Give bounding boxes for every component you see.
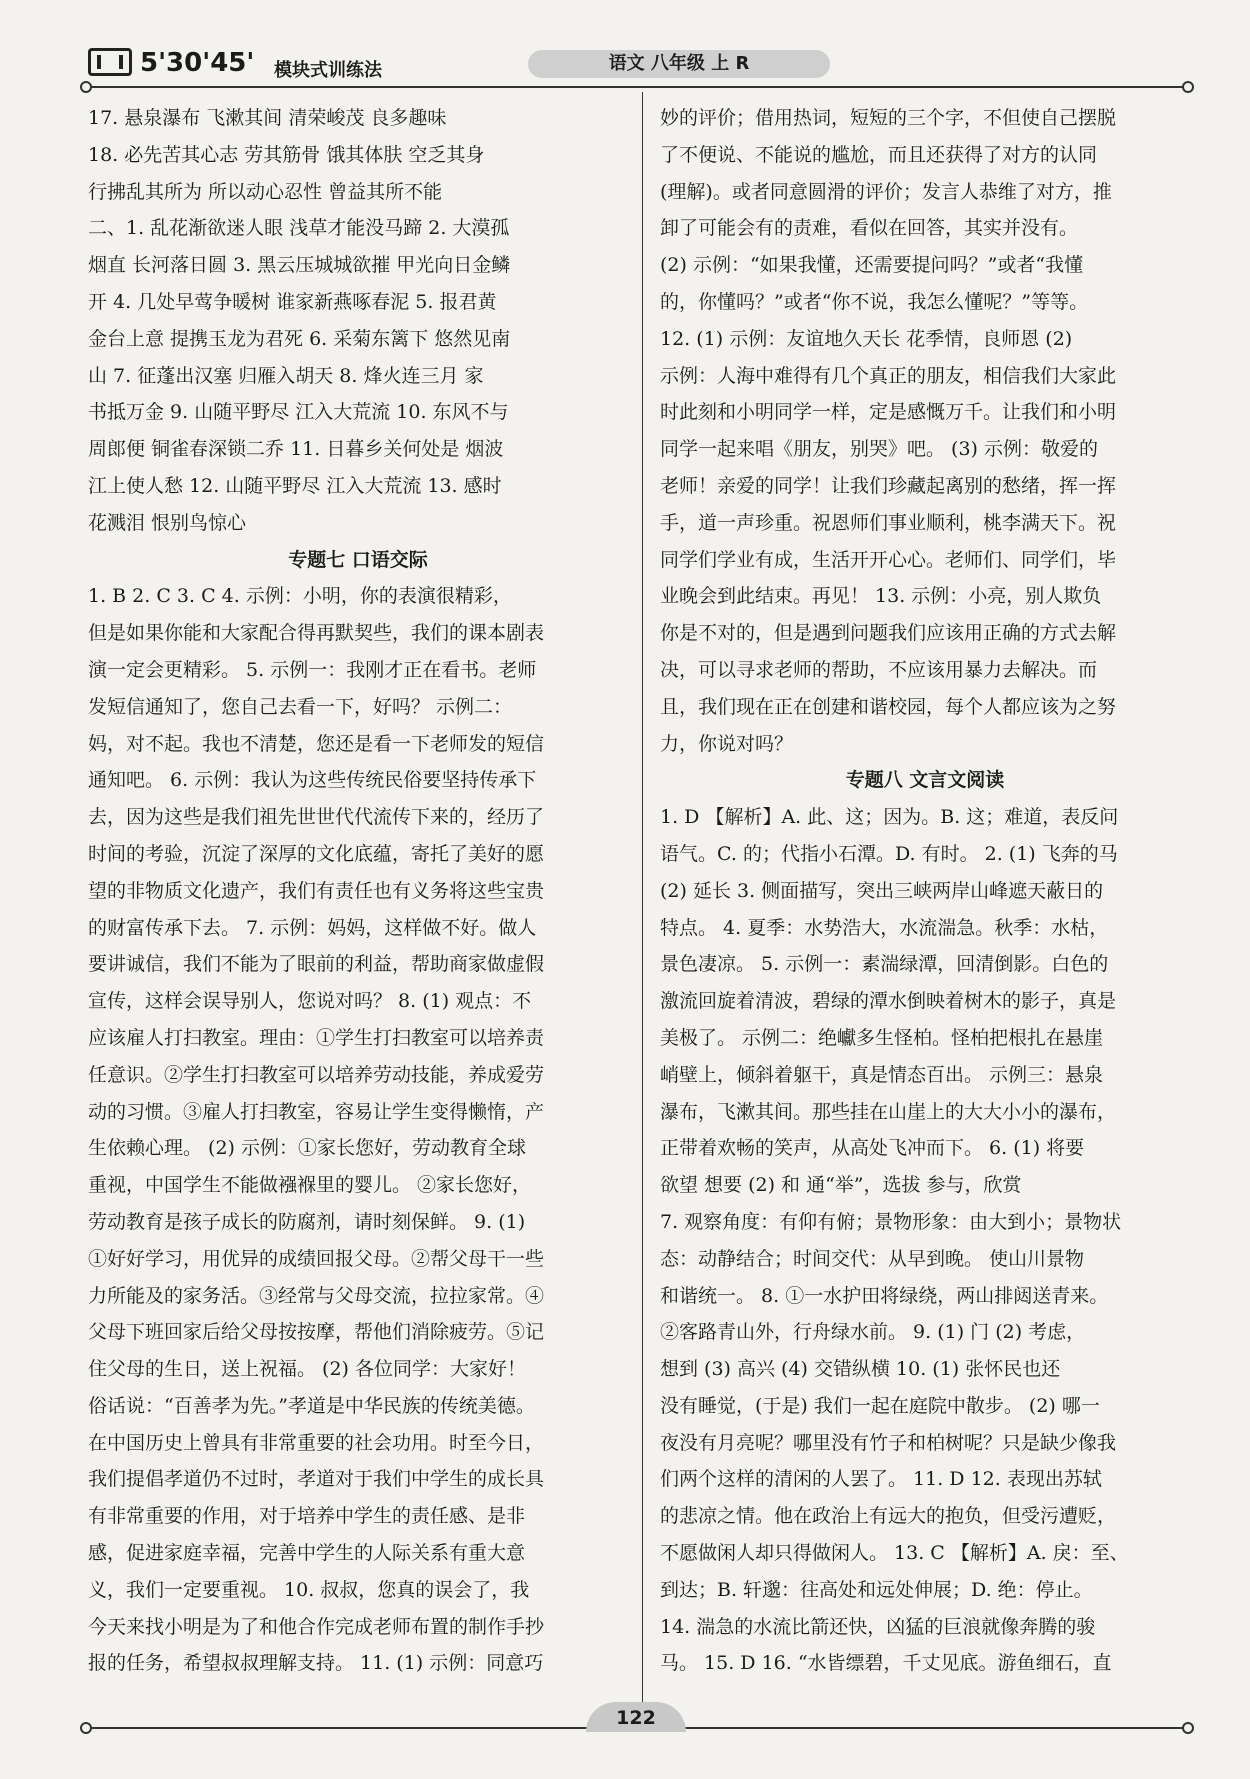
text-line: 烟直 长河落日圆 3. 黑云压城城欲摧 甲光向日金鳞 xyxy=(88,254,511,277)
text-line: 山 7. 征蓬出汉塞 归雁入胡天 8. 烽火连三月 家 xyxy=(88,364,484,387)
text-line: 决，可以寻求老师的帮助，不应该用暴力去解决。而 xyxy=(660,658,1098,681)
text-line: 但是如果你能和大家配合得再默契些，我们的课本剧表 xyxy=(88,622,545,645)
text-line: 17. 悬泉瀑布 飞漱其间 清荣峻茂 良多趣味 xyxy=(88,107,447,129)
text-line: 力所能及的家务活。③经常与父母交流，拉拉家常。④ xyxy=(88,1284,545,1307)
text-line: 任意识。②学生打扫教室可以培养劳动技能，养成爱劳 xyxy=(88,1063,545,1086)
text-line: 今天来找小明是为了和他合作完成老师布置的制作手抄 xyxy=(88,1615,545,1638)
text-line: 感，促进家庭幸福，完善中学生的人际关系有重大意 xyxy=(88,1542,526,1565)
column-divider xyxy=(642,92,643,1708)
text-line: (2) 示例：“如果我懂，还需要提问吗？”或者“我懂 xyxy=(660,254,1084,277)
text-line: 要讲诚信，我们不能为了眼前的利益，帮助商家做虚假 xyxy=(88,953,545,976)
text-line: 示例：人海中难得有几个真正的朋友，相信我们大家此 xyxy=(660,364,1117,387)
text-line: 重视，中国学生不能做襁褓里的婴儿。 ②家长您好， xyxy=(88,1174,532,1197)
text-line: 夜没有月亮呢？哪里没有竹子和柏树呢？只是缺少像我 xyxy=(660,1431,1117,1454)
text-line: 望的非物质文化遗产，我们有责任也有义务将这些宝贵 xyxy=(88,879,545,902)
text-line: 书抵万金 9. 山随平野尽 江入大荒流 10. 东风不与 xyxy=(88,401,509,424)
text-line: (理解)。或者同意圆滑的评价；发言人恭维了对方，推 xyxy=(660,180,1112,203)
text-line: 和谐统一。 8. ①一水护田将绿绕，两山排闼送青来。 xyxy=(660,1284,1109,1307)
text-line: 动的习惯。③雇人打扫教室，容易让学生变得懒惰，产 xyxy=(88,1100,545,1123)
left-column xyxy=(88,100,628,1682)
text-line: 力，你说对吗？ xyxy=(660,732,794,755)
text-line: 正带着欢畅的笑声，从高处飞冲而下。 6. (1) 将要 xyxy=(660,1137,1085,1160)
text-line: 周郎便 铜雀春深锁二乔 11. 日暮乡关何处是 烟波 xyxy=(88,438,504,461)
text-line: 住父母的生日，送上祝福。 (2) 各位同学：大家好！ xyxy=(88,1358,526,1381)
text-line: 行拂乱其所为 所以动心忍性 曾益其所不能 xyxy=(88,180,443,203)
text-line: 的财富传承下去。 7. 示例：妈妈，这样做不好。做人 xyxy=(88,916,537,939)
text-line: 花溅泪 恨别鸟惊心 xyxy=(88,511,247,534)
text-line: 峭壁上，倾斜着躯干，真是情态百出。 示例三：悬泉 xyxy=(660,1063,1104,1086)
text-line: ②客路青山外，行舟绿水前。 9. (1) 门 (2) 考虑， xyxy=(660,1321,1086,1344)
text-line: 到达；B. 轩邈：往高处和远处伸展；D. 绝：停止。 xyxy=(660,1578,1093,1601)
text-line: 特点。 4. 夏季：水势浩大，水流湍急。秋季：水枯， xyxy=(660,916,1109,939)
text-line: 1. D 【解析】A. 此、这；因为。B. 这；难道，表反问 xyxy=(660,806,1119,829)
text-line: 妈，对不起。我也不清楚，您还是看一下老师发的短信 xyxy=(88,732,545,755)
text-line: 的，你懂吗？”或者“你不说，我怎么懂呢？”等等。 xyxy=(660,290,1089,313)
rule-end-left-icon xyxy=(80,81,92,93)
text-line: 妙的评价；借用热词，短短的三个字，不但使自己摆脱 xyxy=(660,107,1117,129)
header-rule xyxy=(88,86,1186,88)
text-line: 语气。C. 的；代指小石潭。D. 有时。 2. (1) 飞奔的马 xyxy=(660,842,1118,865)
text-line: 二、1. 乱花渐欲迷人眼 浅草才能没马蹄 2. 大漠孤 xyxy=(88,217,510,240)
book-logo-icon xyxy=(88,48,132,76)
section-title: 专题七 口语交际 xyxy=(288,548,428,571)
text-line: 14. 湍急的水流比箭还快，凶猛的巨浪就像奔腾的骏 xyxy=(660,1615,1096,1638)
text-line: 们两个这样的清闲的人罢了。 11. D 12. 表现出苏轼 xyxy=(660,1468,1102,1491)
text-line: 同学一起来唱《朋友，别哭》吧。 (3) 示例：敬爱的 xyxy=(660,438,1098,461)
footer-rule-right xyxy=(684,1727,1186,1729)
text-line: 想到 (3) 高兴 (4) 交错纵横 10. (1) 张怀民也还 xyxy=(660,1358,1061,1381)
text-line: 生依赖心理。 (2) 示例：①家长您好，劳动教育全球 xyxy=(88,1137,526,1160)
text-line: 劳动教育是孩子成长的防腐剂，请时刻保鲜。 9. (1) xyxy=(88,1210,526,1233)
text-line: 同学们学业有成，生活开开心心。老师们、同学们，毕 xyxy=(660,548,1117,571)
text-line: 我们提倡孝道仍不过时，孝道对于我们中学生的成长具 xyxy=(88,1468,545,1491)
text-line: (2) 延长 3. 侧面描写，突出三峡两岸山峰遮天蔽日的 xyxy=(660,879,1104,902)
section-title: 专题八 文言文阅读 xyxy=(845,769,1005,792)
rule-end-right-icon xyxy=(1182,81,1194,93)
series-subtitle: 模块式训练法 xyxy=(274,60,382,81)
text-line: ①好好学习，用优异的成绩回报父母。②帮父母干一些 xyxy=(88,1247,545,1270)
text-line: 金台上意 提携玉龙为君死 6. 采菊东篱下 悠然见南 xyxy=(88,327,511,350)
text-line: 业晚会到此结束。再见！ 13. 示例：小亮，别人欺负 xyxy=(660,585,1102,608)
text-line: 手，道一声珍重。祝恩师们事业顺利，桃李满天下。祝 xyxy=(660,511,1117,534)
text-line: 发短信通知了，您自己去看一下，好吗？ 示例二： xyxy=(88,695,513,718)
text-line: 的悲凉之情。他在政治上有远大的抱负，但受污遭贬， xyxy=(660,1505,1117,1528)
series-brand: 5'30'45' xyxy=(140,48,255,78)
text-line: 态：动静结合；时间交代：从早到晚。 使山川景物 xyxy=(660,1247,1085,1270)
text-line: 了不便说、不能说的尴尬，而且还获得了对方的认同 xyxy=(660,143,1098,166)
text-line: 江上使人愁 12. 山随平野尽 江入大荒流 13. 感时 xyxy=(88,474,502,497)
text-line: 12. (1) 示例：友谊地久天长 花季情，良师恩 (2) xyxy=(660,327,1073,350)
text-line: 老师！亲爱的同学！让我们珍藏起离别的愁绪，挥一挥 xyxy=(660,474,1117,497)
text-line: 父母下班回家后给父母按按摩，帮他们消除疲劳。⑤记 xyxy=(88,1321,545,1344)
footer-end-left-icon xyxy=(80,1722,92,1734)
text-line: 7. 观察角度：有仰有俯；景物形象：由大到小；景物状 xyxy=(660,1210,1122,1233)
text-line: 景色凄凉。 5. 示例一：素湍绿潭，回清倒影。白色的 xyxy=(660,953,1109,976)
page-header xyxy=(88,44,1188,84)
text-line: 去，因为这些是我们祖先世世代代流传下来的，经历了 xyxy=(88,806,545,829)
text-line: 时间的考验，沉淀了深厚的文化底蕴，寄托了美好的愿 xyxy=(88,842,545,865)
page-number-tab xyxy=(586,1702,686,1732)
text-line: 18. 必先苦其心志 劳其筋骨 饿其体肤 空乏其身 xyxy=(88,143,485,166)
text-line: 且，我们现在正在创建和谐校园，每个人都应该为之努 xyxy=(660,695,1117,718)
text-line: 瀑布，飞漱其间。那些挂在山崖上的大大小小的瀑布， xyxy=(660,1100,1117,1123)
text-line: 通知吧。 6. 示例：我认为这些传统民俗要坚持传承下 xyxy=(88,769,537,792)
text-line: 1. B 2. C 3. C 4. 示例：小明，你的表演很精彩， xyxy=(88,585,512,608)
text-line: 有非常重要的作用，对于培养中学生的责任感、是非 xyxy=(88,1505,526,1528)
text-line: 你是不对的，但是遇到问题我们应该用正确的方式去解 xyxy=(660,622,1117,645)
footer-rule-left xyxy=(88,1727,588,1729)
text-line: 没有睡觉，(于是) 我们一起在庭院中散步。 (2) 哪一 xyxy=(660,1394,1100,1417)
text-line: 在中国历史上曾具有非常重要的社会功用。时至今日， xyxy=(88,1431,545,1454)
text-line: 不愿做闲人却只得做闲人。 13. C 【解析】A. 戾：至、 xyxy=(660,1542,1129,1565)
subject-grade-label: 语文 八年级 上 R xyxy=(528,50,830,78)
text-line: 卸了可能会有的责难，看似在回答，其实并没有。 xyxy=(660,217,1079,240)
text-line: 激流回旋着清波，碧绿的潭水倒映着树木的影子，真是 xyxy=(660,990,1117,1013)
page-number: 122 xyxy=(616,1707,656,1729)
text-line: 义，我们一定要重视。 10. 叔叔，您真的误会了，我 xyxy=(88,1578,530,1601)
text-line: 演一定会更精彩。 5. 示例一：我刚才正在看书。老师 xyxy=(88,658,537,681)
text-line: 马。 15. D 16. “水皆缥碧，千丈见底。游鱼细石，直 xyxy=(660,1652,1112,1675)
footer-end-right-icon xyxy=(1182,1722,1194,1734)
text-line: 宣传，这样会误导别人，您说对吗？ 8. (1) 观点：不 xyxy=(88,990,532,1013)
text-line: 俗话说：“百善孝为先。”孝道是中华民族的传统美德。 xyxy=(88,1394,535,1417)
text-line: 美极了。 示例二：绝巘多生怪柏。怪柏把根扎在悬崖 xyxy=(660,1026,1104,1049)
text-line: 报的任务，希望叔叔理解支持。 11. (1) 示例：同意巧 xyxy=(88,1652,544,1675)
text-line: 开 4. 几处早莺争暖树 谁家新燕啄春泥 5. 报君黄 xyxy=(88,290,497,313)
right-column xyxy=(660,100,1190,1682)
text-line: 应该雇人打扫教室。理由：①学生打扫教室可以培养责 xyxy=(88,1026,545,1049)
text-line: 欲望 想要 (2) 和 通“举”，选拔 参与，欣赏 xyxy=(660,1174,1022,1197)
text-line: 时此刻和小明同学一样，定是感慨万千。让我们和小明 xyxy=(660,401,1117,424)
